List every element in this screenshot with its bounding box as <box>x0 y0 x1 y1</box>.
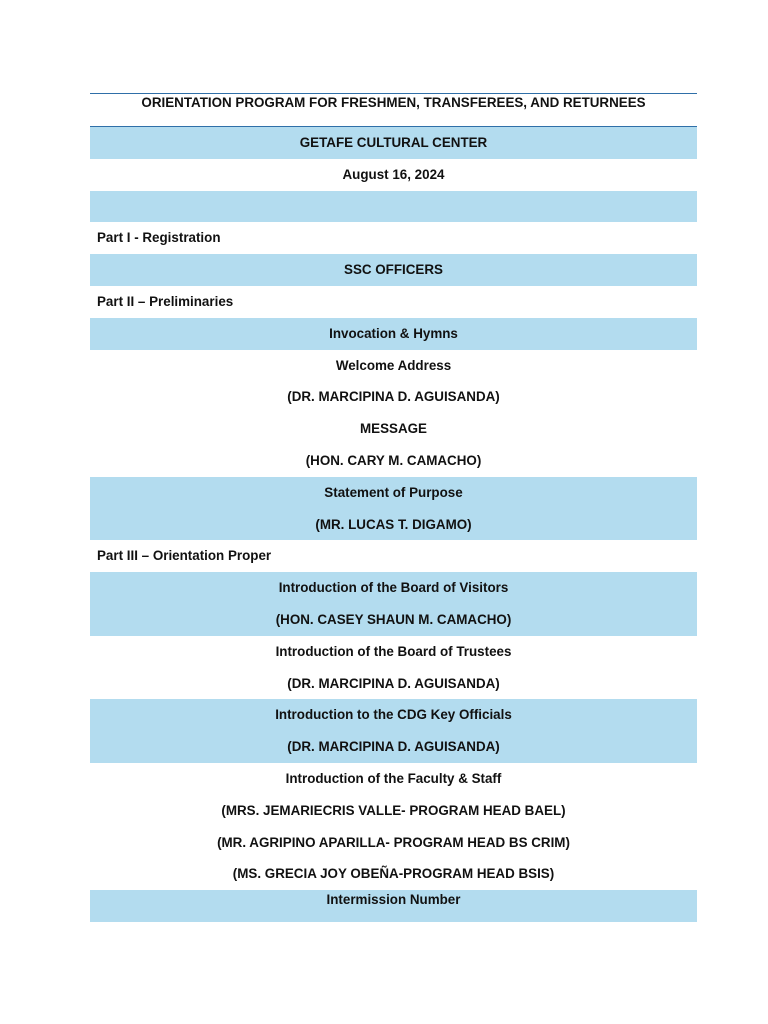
part-3-heading: Part III – Orientation Proper <box>97 548 272 564</box>
intermission-item: Intermission Number <box>90 890 697 922</box>
welcome-item: Welcome Address <box>335 357 452 373</box>
welcome-speaker: (DR. MARCIPINA D. AGUISANDA) <box>287 389 500 405</box>
part-1-heading: Part I - Registration <box>97 230 221 246</box>
blank-row <box>90 191 697 223</box>
trustees-speaker: (DR. MARCIPINA D. AGUISANDA) <box>287 675 500 691</box>
invocation-item: Invocation & Hymns <box>90 318 697 350</box>
message-speaker: (HON. CARY M. CAMACHO) <box>305 452 482 468</box>
program-title: ORIENTATION PROGRAM FOR FRESHMEN, TRANSFEREES, AND RETURNEES <box>90 94 697 127</box>
faculty-bsis: (MS. GRECIA JOY OBEÑA-PROGRAM HEAD BSIS) <box>232 866 555 882</box>
visitors-item: Introduction of the Board of Visitors <box>90 572 697 604</box>
part-2-heading: Part II – Preliminaries <box>97 293 234 309</box>
purpose-item: Statement of Purpose <box>90 477 697 509</box>
program-table <box>90 93 697 922</box>
officials-item: Introduction to the CDG Key Officials <box>90 699 697 731</box>
faculty-item: Introduction of the Faculty & Staff <box>285 770 502 786</box>
trustees-item: Introduction of the Board of Trustees <box>275 643 512 659</box>
visitors-speaker: (HON. CASEY SHAUN M. CAMACHO) <box>90 604 697 636</box>
faculty-crim: (MR. AGRIPINO APARILLA- PROGRAM HEAD BS CRIM) <box>217 834 570 850</box>
officials-speaker: (DR. MARCIPINA D. AGUISANDA) <box>90 731 697 763</box>
venue: GETAFE CULTURAL CENTER <box>90 127 697 159</box>
event-date: August 16, 2024 <box>342 166 445 182</box>
faculty-bael: (MRS. JEMARIECRIS VALLE- PROGRAM HEAD BAEL) <box>221 802 566 818</box>
purpose-speaker: (MR. LUCAS T. DIGAMO) <box>90 509 697 541</box>
message-item: MESSAGE <box>360 421 427 437</box>
ssc-officers: SSC OFFICERS <box>90 254 697 286</box>
